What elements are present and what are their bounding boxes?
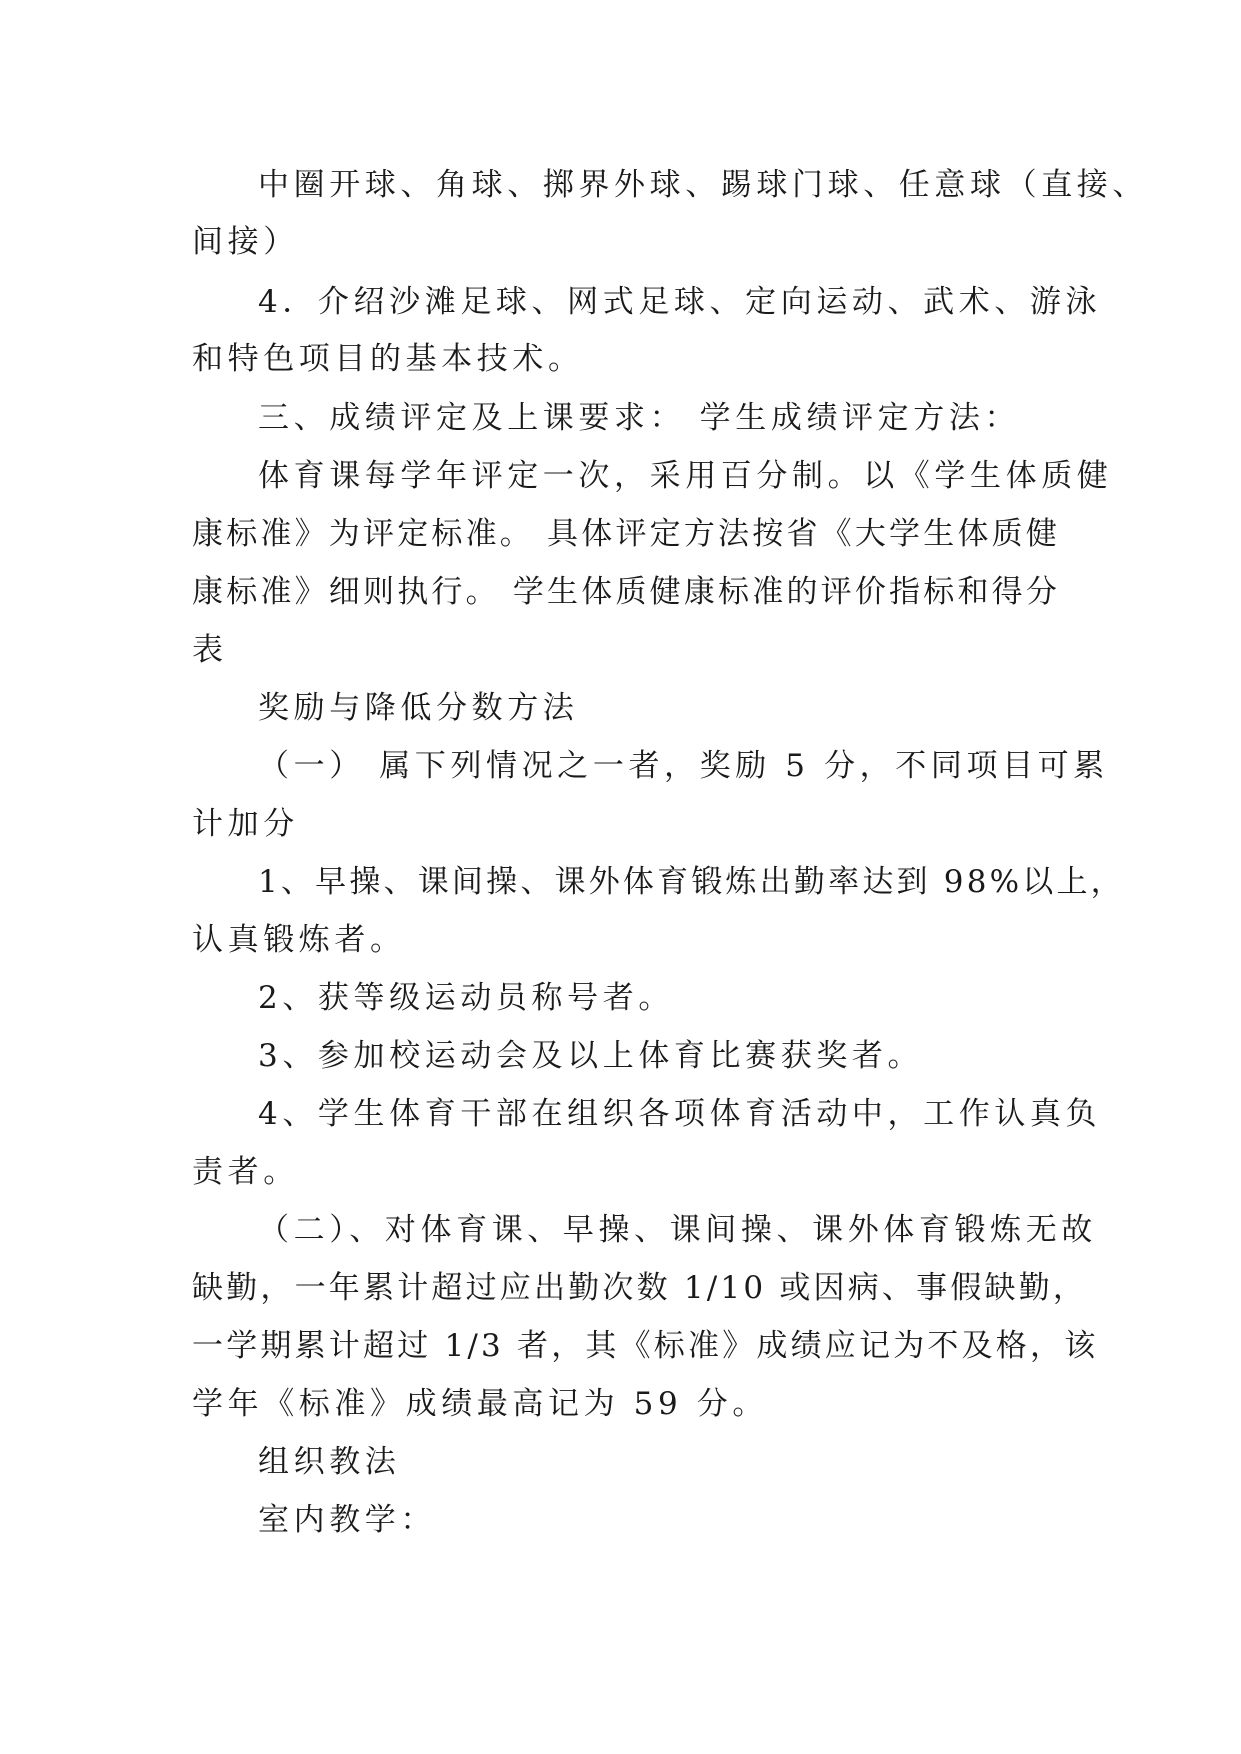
paragraph-line: 表 (192, 632, 228, 668)
paragraph-line: （二）、对体育课、早操、课间操、课外体育锻炼无故 (258, 1212, 1097, 1248)
paragraph-line: 一学期累计超过 1/3 者，其《标准》成绩应记为不及格，该 (192, 1328, 1099, 1364)
section-heading: 组织教法 (258, 1444, 401, 1480)
list-item: 2、获等级运动员称号者。 (258, 980, 674, 1016)
paragraph-line: 间接） (192, 224, 299, 260)
paragraph-line: 学年《标准》成绩最高记为 59 分。 (192, 1386, 768, 1422)
paragraph-line: 4．介绍沙滩足球、网式足球、定向运动、武术、游泳 (258, 284, 1102, 320)
paragraph-line: 体育课每学年评定一次，采用百分制。以《学生体质健 (258, 458, 1113, 494)
paragraph-line: 中圈开球、角球、掷界外球、踢球门球、任意球（直接、 (258, 167, 1148, 203)
paragraph-line: 康标准》细则执行。 学生体质健康标准的评价指标和得分 (192, 574, 1061, 610)
list-item: 3、参加校运动会及以上体育比赛获奖者。 (258, 1038, 924, 1074)
paragraph-line: （一） 属下列情况之一者，奖励 5 分，不同项目可累 (258, 748, 1109, 784)
list-item: 责者。 (192, 1154, 299, 1190)
paragraph-line: 康标准》为评定标准。 具体评定方法按省《大学生体质健 (192, 516, 1061, 552)
section-heading: 室内教学： (258, 1502, 436, 1538)
list-item: 认真锻炼者。 (192, 922, 406, 958)
list-item: 4、学生体育干部在组织各项体育活动中，工作认真负 (258, 1096, 1102, 1132)
section-heading: 三、成绩评定及上课要求： 学生成绩评定方法： (258, 400, 1021, 436)
section-heading: 奖励与降低分数方法 (258, 690, 579, 726)
paragraph-line: 计加分 (192, 806, 299, 842)
list-item: 1、早操、课间操、课外体育锻炼出勤率达到 98%以上， (258, 864, 1125, 900)
paragraph-line: 和特色项目的基本技术。 (192, 341, 584, 377)
paragraph-line: 缺勤，一年累计超过应出勤次数 1/10 或因病、事假缺勤， (192, 1270, 1088, 1306)
